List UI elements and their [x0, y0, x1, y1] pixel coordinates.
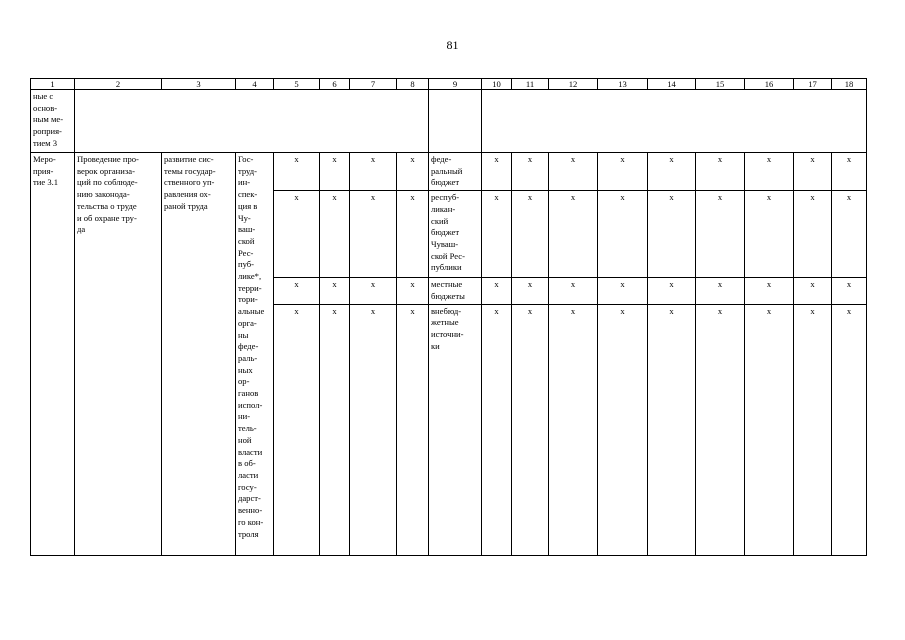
header-cell: 17	[794, 79, 832, 90]
continuation-row	[31, 90, 867, 153]
mark-cell: x	[350, 304, 397, 555]
mark-cell: x	[745, 304, 794, 555]
mark-cell: x	[512, 191, 549, 278]
table-row	[31, 153, 867, 191]
header-cell: 18	[832, 79, 867, 90]
mark-cell: x	[598, 304, 648, 555]
header-cell: 9	[429, 79, 482, 90]
mark-cell: x	[482, 304, 512, 555]
mark-cell: x	[274, 304, 320, 555]
header-cell: 14	[648, 79, 696, 90]
mark-cell: x	[794, 278, 832, 304]
mark-cell: x	[549, 153, 598, 191]
mark-cell: x	[696, 278, 745, 304]
event-number-cell: Меро- прия- тие 3.1	[31, 153, 75, 556]
mark-cell: x	[832, 191, 867, 278]
mark-cell: x	[320, 278, 350, 304]
mark-cell: x	[794, 304, 832, 555]
header-cell: 7	[350, 79, 397, 90]
mark-cell: x	[549, 191, 598, 278]
mark-cell: x	[350, 278, 397, 304]
header-cell: 6	[320, 79, 350, 90]
mark-cell: x	[320, 191, 350, 278]
mark-cell: x	[397, 278, 429, 304]
mark-cell: x	[397, 191, 429, 278]
header-row	[31, 79, 867, 90]
mark-cell: x	[482, 153, 512, 191]
funding-source-cell: респуб- ликан- ский бюджет Чуваш- ской Рес- публики	[429, 191, 482, 278]
empty-cell	[75, 90, 429, 153]
empty-cell	[482, 90, 867, 153]
header-cell: 10	[482, 79, 512, 90]
mark-cell: x	[397, 304, 429, 555]
header-cell: 15	[696, 79, 745, 90]
mark-cell: x	[832, 304, 867, 555]
mark-cell: x	[745, 191, 794, 278]
mark-cell: x	[696, 304, 745, 555]
executor-cell: Гос- труд- ин- спек- ция в Чу- ваш- ской Рес- пуб- лике*, терри- тори- альные орга- ны феде- раль- ных ор- ганов испол- ни- тель- ной власти в об- ласти госу- дарст- венно- го кон- троля	[236, 153, 274, 556]
mark-cell: x	[696, 191, 745, 278]
mark-cell: x	[745, 278, 794, 304]
header-cell: 16	[745, 79, 794, 90]
mark-cell: x	[350, 153, 397, 191]
header-cell: 4	[236, 79, 274, 90]
mark-cell: x	[274, 278, 320, 304]
header-cell: 3	[162, 79, 236, 90]
mark-cell: x	[482, 278, 512, 304]
header-cell: 2	[75, 79, 162, 90]
mark-cell: x	[397, 153, 429, 191]
budget-table	[30, 78, 867, 556]
funding-source-cell: внебюд- жетные источни- ки	[429, 304, 482, 555]
header-cell: 11	[512, 79, 549, 90]
mark-cell: x	[274, 153, 320, 191]
event-goal-cell: развитие сис- темы государ- ственного уп- равления ох- раной труда	[162, 153, 236, 556]
mark-cell: x	[512, 153, 549, 191]
mark-cell: x	[648, 278, 696, 304]
mark-cell: x	[549, 304, 598, 555]
mark-cell: x	[832, 153, 867, 191]
mark-cell: x	[350, 191, 397, 278]
header-cell: 13	[598, 79, 648, 90]
header-cell: 1	[31, 79, 75, 90]
mark-cell: x	[745, 153, 794, 191]
mark-cell: x	[320, 153, 350, 191]
mark-cell: x	[320, 304, 350, 555]
mark-cell: x	[598, 278, 648, 304]
mark-cell: x	[598, 153, 648, 191]
mark-cell: x	[648, 304, 696, 555]
event-name-cell: Проведение про- верок организа- ций по соблюде- нию законода- тельства о труде и об охране тру- да	[75, 153, 162, 556]
mark-cell: x	[482, 191, 512, 278]
mark-cell: x	[648, 191, 696, 278]
funding-source-cell: феде- ральный бюджет	[429, 153, 482, 191]
mark-cell: x	[794, 153, 832, 191]
continuation-cell: ные с основ- ным ме- роприя- тием 3	[31, 90, 75, 153]
mark-cell: x	[598, 191, 648, 278]
header-cell: 5	[274, 79, 320, 90]
mark-cell: x	[648, 153, 696, 191]
empty-cell	[429, 90, 482, 153]
page-number: 81	[446, 38, 459, 52]
mark-cell: x	[512, 278, 549, 304]
mark-cell: x	[832, 278, 867, 304]
mark-cell: x	[794, 191, 832, 278]
mark-cell: x	[512, 304, 549, 555]
header-cell: 8	[397, 79, 429, 90]
mark-cell: x	[274, 191, 320, 278]
funding-source-cell: местные бюджеты	[429, 278, 482, 304]
mark-cell: x	[696, 153, 745, 191]
mark-cell: x	[549, 278, 598, 304]
header-cell: 12	[549, 79, 598, 90]
